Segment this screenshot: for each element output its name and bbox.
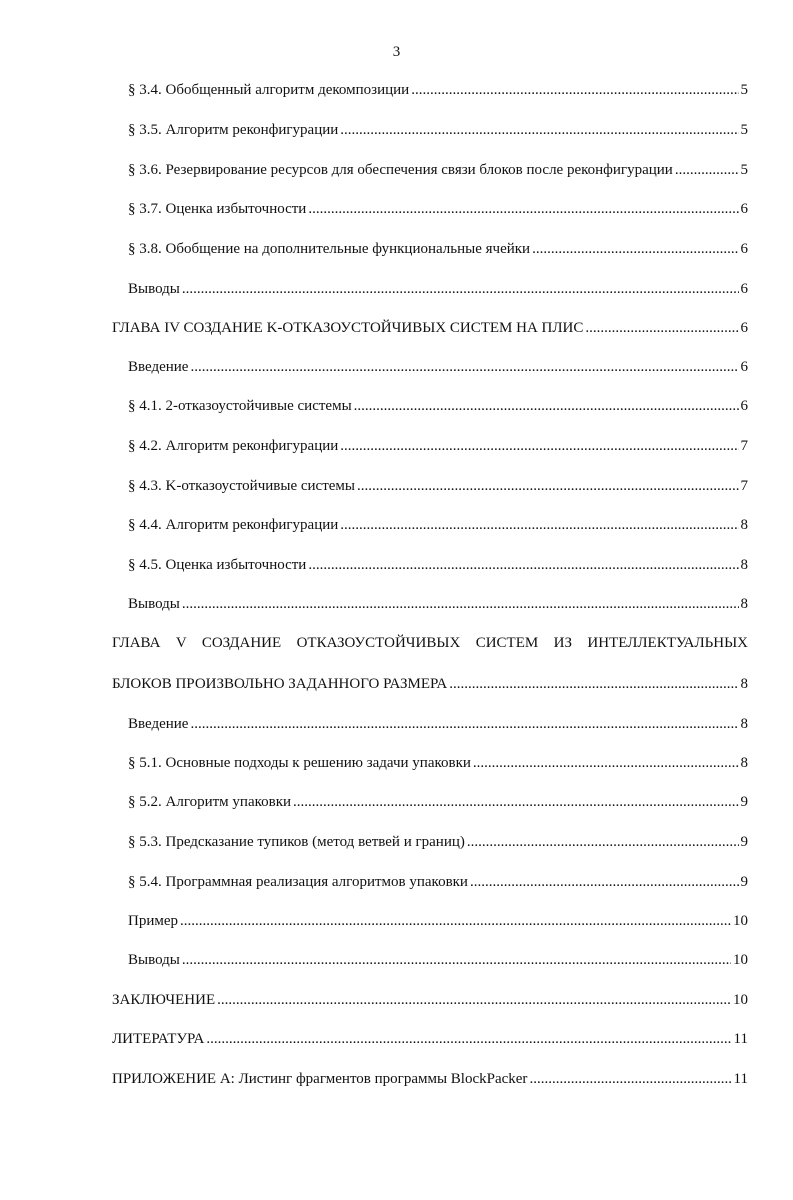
dot-leader [308,555,738,575]
dot-leader [340,515,738,535]
toc-entry-label: § 4.4. Алгоритм реконфигурации [128,517,339,533]
dot-leader [449,674,738,694]
toc-entry-label: § 5.3. Предсказание тупиков (метод ветвей и границ) [128,834,465,850]
toc-entry-page: 6 [740,359,748,375]
toc-entry-4-4[interactable] [128,515,748,535]
toc-entry-label: § 3.4. Обобщенный алгоритм декомпозиции [128,82,410,98]
toc-entry-page: 8 [740,716,748,732]
toc-entry-4-5[interactable] [128,555,748,575]
toc-entry-appendix-a[interactable] [112,1069,748,1089]
toc-entry-label: § 5.2. Алгоритм упаковки [128,794,292,810]
toc-entry-label: Выводы [128,596,180,612]
dot-leader [217,990,731,1010]
toc-entry-page: 8 [740,596,748,612]
toc-entry-page: 9 [740,874,748,890]
toc-entry-example[interactable] [128,911,748,931]
toc-entry-label: ЗАКЛЮЧЕНИЕ [112,992,216,1008]
toc-entry-3-6[interactable] [128,160,748,180]
toc-entry-intro-4[interactable] [128,357,748,377]
toc-entry-label: Введение [128,716,189,732]
toc-entry-label: ГЛАВА IV СОЗДАНИЕ K-ОТКАЗОУСТОЙЧИВЫХ СИСТЕМ НА ПЛИС [112,320,584,336]
toc-entry-label: Введение [128,359,189,375]
toc-entry-label: § 4.2. Алгоритм реконфигурации [128,438,339,454]
dot-leader [467,832,739,852]
toc-entry-page: 10 [733,952,748,968]
toc-entry-label: Выводы [128,281,180,297]
toc-entry-label: § 3.8. Обобщение на дополнительные функциональные ячейки [128,241,531,257]
toc-entry-page: 6 [740,320,748,336]
toc-entry-3-5[interactable] [128,120,748,140]
toc-entry-page: 8 [740,755,748,771]
toc-entry-label: § 5.4. Программная реализация алгоритмов упаковки [128,874,468,890]
toc-entry-page: 6 [740,281,748,297]
toc-entry-conclusions-4[interactable] [128,594,748,614]
toc-entry-4-2[interactable] [128,436,748,456]
toc-entry-intro-5[interactable] [128,714,748,734]
toc-entry-5-2[interactable] [128,792,748,812]
dot-leader [529,1069,731,1089]
toc-entry-conclusion[interactable] [112,990,748,1010]
dot-leader [308,199,738,219]
toc-entry-chapter-4[interactable] [112,318,748,338]
toc-entry-label: ПРИЛОЖЕНИЕ А: Листинг фрагментов программы BlockPacker [112,1071,528,1087]
toc-entry-label: § 3.5. Алгоритм реконфигурации [128,122,339,138]
dot-leader [190,714,738,734]
toc-entry-page: 5 [740,122,748,138]
toc-entry-chapter-5[interactable] [112,674,748,694]
toc-entry-label: § 4.5. Оценка избыточности [128,557,307,573]
toc-entry-label: § 3.7. Оценка избыточности [128,201,307,217]
toc-chapter-5-title-line1[interactable]: ГЛАВА V СОЗДАНИЕ ОТКАЗОУСТОЙЧИВЫХ СИСТЕМ ИЗ ИНТЕЛЛЕКТУАЛЬНЫХ [112,635,748,651]
toc-entry-page: 6 [740,201,748,217]
dot-leader [354,396,739,416]
toc-entry-page: 10 [733,913,748,929]
dot-leader [340,120,738,140]
toc-entry-5-1[interactable] [128,753,748,773]
toc-entry-3-7[interactable] [128,199,748,219]
dot-leader [675,160,739,180]
page-number: 3 [392,44,401,60]
dot-leader [357,476,739,496]
toc-entry-4-1[interactable] [128,396,748,416]
toc-entry-conclusions-5[interactable] [128,950,748,970]
toc-entry-3-4[interactable] [128,80,748,100]
dot-leader [182,594,739,614]
toc-entry-label: ЛИТЕРАТУРА [112,1031,205,1047]
dot-leader [206,1029,731,1049]
dot-leader [182,950,731,970]
dot-leader [293,792,738,812]
toc-entry-4-3[interactable] [128,476,748,496]
toc-entry-page: 11 [733,1031,748,1047]
toc-entry-page: 8 [740,557,748,573]
toc-entry-conclusions-3[interactable] [128,279,748,299]
dot-leader [411,80,738,100]
toc-entry-page: 8 [740,517,748,533]
toc-entry-literature[interactable] [112,1029,748,1049]
toc-entry-page: 8 [740,676,748,692]
dot-leader [585,318,738,338]
toc-entry-label: § 5.1. Основные подходы к решению задачи упаковки [128,755,471,771]
toc-entry-label: Пример [128,913,179,929]
toc-entry-label: § 4.1. 2-отказоустойчивые системы [128,398,352,414]
dot-leader [473,753,739,773]
toc-entry-page: 9 [740,794,748,810]
dot-leader [340,436,738,456]
toc-entry-label: § 4.3. K-отказоустойчивые системы [128,478,355,494]
toc-entry-page: 5 [740,82,748,98]
toc-entry-label: БЛОКОВ ПРОИЗВОЛЬНО ЗАДАННОГО РАЗМЕРА [112,676,448,692]
toc-entry-page: 6 [740,398,748,414]
dot-leader [470,872,739,892]
toc-entry-label: Выводы [128,952,180,968]
dot-leader [180,911,731,931]
toc-entry-page: 10 [733,992,748,1008]
toc-entry-page: 11 [733,1071,748,1087]
toc-entry-page: 6 [740,241,748,257]
dot-leader [190,357,738,377]
toc-entry-5-3[interactable] [128,832,748,852]
toc-entry-page: 9 [740,834,748,850]
toc-entry-3-8[interactable] [128,239,748,259]
toc-entry-page: 5 [740,162,748,178]
dot-leader [532,239,738,259]
toc-entry-page: 7 [740,478,748,494]
toc-entry-page: 7 [740,438,748,454]
toc-entry-5-4[interactable] [128,872,748,892]
dot-leader [182,279,739,299]
toc-entry-label: § 3.6. Резервирование ресурсов для обеспечения связи блоков после реконфигурации [128,162,673,178]
